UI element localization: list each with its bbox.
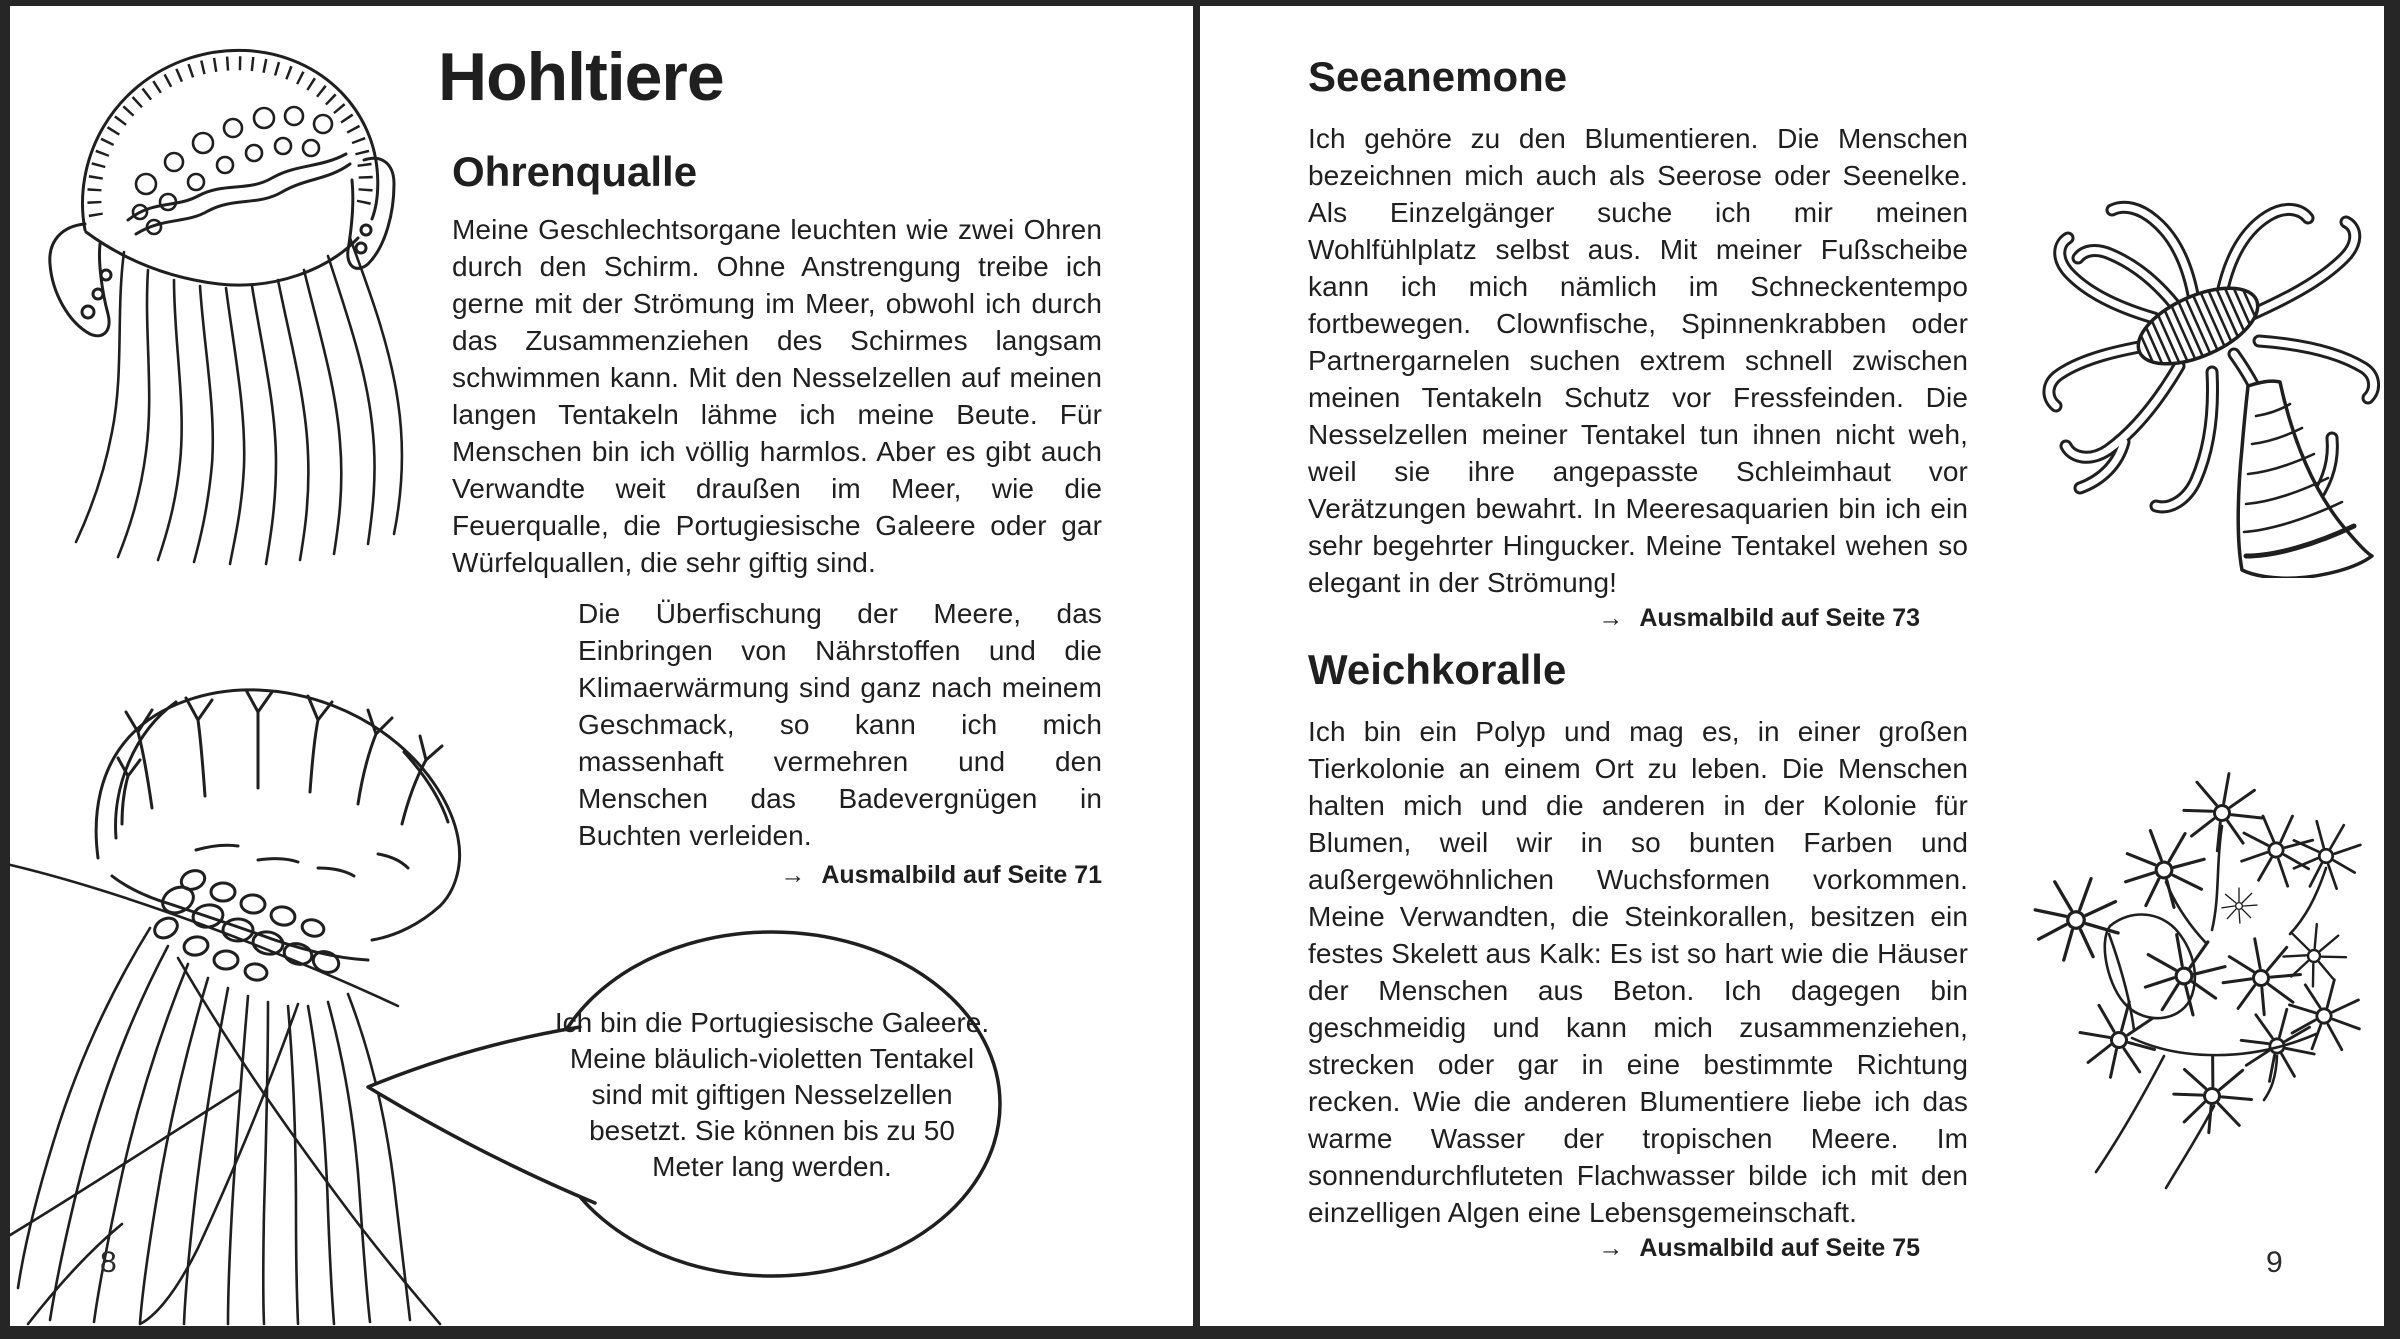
soft-coral-illustration: [2014, 738, 2386, 1198]
arrow-right-icon: →: [1598, 1234, 1624, 1262]
coloring-page-reference-73: [1308, 603, 1920, 633]
heading-weichkoralle: Weichkoralle: [1308, 646, 1567, 693]
sea-anemone-illustration: [2016, 158, 2382, 578]
page-number-right: 9: [2266, 1246, 2283, 1279]
speech-bubble-text: Ich bin die Portugiesische Galeere. Meine bläulich-violetten Tentakel sind mit giftigen Nesselzellen besetzt. Sie können bis zu 50 Meter lang werden.: [554, 1007, 990, 1182]
coloring-ref-label: Ausmalbild auf Seite 75: [1639, 1234, 1920, 1262]
coloring-ref-label: Ausmalbild auf Seite 71: [821, 861, 1102, 890]
chapter-title: Hohltiere: [438, 39, 724, 115]
scan-border-top: [0, 0, 2400, 6]
heading-ohrenqualle: Ohrenqualle: [452, 148, 698, 196]
ohrenqualle-paragraph-1: Meine Geschlechtsorgane leuchten wie zwei Ohren durch den Schirm. Ohne Anstrengung treibe ich gerne mit der Strömung im Meer, obwohl ich durch das Zusammenziehen des Schirmes langsam schwimmen kann. Mit den Nesselzellen auf meinen langen Tentakeln lähme ich meine Beute. Für Menschen bin ich völlig harmlos. Aber es gibt auch Verwandte weit draußen im Meer, wie die Feuerqualle, die Portugiesische Galeere oder gar Würfelquallen, die sehr giftig sind.: [452, 214, 1102, 579]
page-number-left: 8: [100, 1246, 117, 1279]
seeanemone-paragraph: Ich gehöre zu den Blumentieren. Die Menschen bezeichnen mich auch als Seerose oder Seenelke. Als Einzelgänger suche ich mir meinen Wohlfühlplatz selbst aus. Mit meiner Fußscheibe kann ich mich nämlich im Schneckentempo fortbewegen. Clownfische, Spinnenkrabben oder Partnergarnelen suchen extrem schnell zwischen meinen Tentakeln Schutz vor Fressfeinden. Die Nesselzellen meiner Tentakel tun ihnen nicht weh, weil sie ihre angepasste Schleimhaut vor Verätzungen bewahrt. In Meeresaquarien bin ich ein sehr begehrter Hingucker. Meine Tentakel wehen so elegant in der Strömung!: [1308, 123, 1968, 598]
coloring-page-reference-75: [1308, 1233, 1920, 1263]
scan-border-left: [0, 0, 10, 1339]
scan-border-right: [2384, 0, 2400, 1339]
arrow-right-icon: →: [780, 861, 806, 890]
arrow-right-icon: →: [1598, 604, 1624, 632]
left-text-column: [438, 39, 1102, 890]
moon-jellyfish-illustration: [28, 12, 433, 572]
coloring-ref-label: Ausmalbild auf Seite 73: [1639, 604, 1920, 632]
page-fold-divider: [1193, 0, 1200, 1339]
right-text-column: [1308, 53, 1968, 1263]
ohrenqualle-paragraph-2: Die Überfischung der Meere, das Einbringen von Nährstoffen und die Klimaerwärmung sind ganz nach meinem Geschmack, so kann ich mich massenhaft vermehren und den Menschen das Badevergnügen in Buchten verleiden.: [578, 598, 1102, 852]
heading-seeanemone: Seeanemone: [1308, 53, 1568, 100]
scan-border-bottom: [0, 1326, 2400, 1339]
weichkoralle-paragraph: Ich bin ein Polyp und mag es, in einer großen Tierkolonie an einem Ort zu leben. Die Menschen halten mich und die anderen in der Kolonie für Blumen, weil wir in so bunten Farben und außergewöhnlichen Wuchsformen vorkommen. Meine Verwandten, die Steinkorallen, besitzen ein festes Skelett aus Kalk: Es ist so hart wie die Häuser der Menschen aus Beton. Ich dagegen bin geschmeidig und kann mich zusammenziehen, strecken oder gar in eine bestimmte Richtung recken. Wie die anderen Blumentiere liebe ich das warme Wasser der tropischen Meere. Im sonnendurchfluteten Flachwasser bilde ich mit den einzelligen Algen eine Lebensgemeinschaft.: [1308, 716, 1968, 1228]
coloring-page-reference-71: [438, 860, 1102, 890]
